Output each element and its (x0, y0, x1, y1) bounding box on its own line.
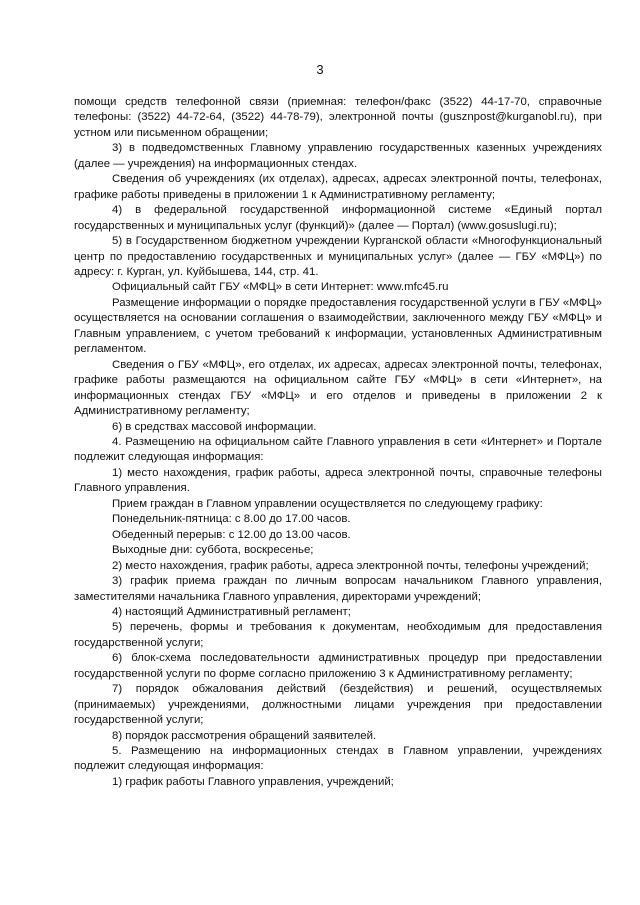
paragraph: Сведения об учреждениях (их отделах), адресах, адресах электронной почты, телефонах, графике работы приведены в приложении 1 к Административному регламенту; (74, 173, 602, 201)
paragraph: 5) в Государственном бюджетном учреждении Курганской области «Многофункциональный центр по предоставлению государственных и муниципальных услуг» (далее — ГБУ «МФЦ») по адресу: г. Курган, ул. Куйбышева, 144, стр. 41. (74, 235, 602, 278)
paragraph: 8) порядок рассмотрения обращений заявителей. (112, 729, 377, 742)
page-number: 3 (316, 62, 324, 77)
paragraph: 3) в подведомственных Главному управлению государственных казенных учреждениях (далее — учреждения) на информационных стендах. (74, 142, 602, 170)
paragraph: 4. Размещению на официальном сайте Главного управления в сети «Интернет» и Портале подлежит следующая информация: (74, 435, 602, 464)
paragraph: 7) порядок обжалования действий (бездействия) и решений, осуществляемых (принимаемых) учреждениями, должностными лицами учреждения при предоставлении государственной услуги; (74, 683, 602, 727)
document-body (74, 95, 602, 790)
paragraph: 4) настоящий Административный регламент; (112, 605, 351, 618)
paragraph: Прием граждан в Главном управлении осуществляется по следующему графику: (112, 497, 543, 510)
paragraph: 6) блок-схема последовательности административных процедур при предоставлении государственной услуги по форме согласно приложению 3 к Административному регламенту; (74, 652, 602, 680)
paragraph: Понедельник-пятница: с 8.00 до 17.00 часов. (112, 513, 351, 526)
paragraph: 6) в средствах массовой информации. (112, 420, 317, 433)
paragraph: 1) место нахождения, график работы, адреса электронной почты, справочные телефоны Главного управления. (74, 466, 602, 495)
paragraph: 5) перечень, формы и требования к документам, необходимым для предоставления государственной услуги; (74, 621, 602, 649)
paragraph: Размещение информации о порядке предоставления государственной услуги в ГБУ «МФЦ» осуществляется на основании соглашения о взаимодействии, заключенного между ГБУ «МФЦ» и Главным управлением, с учетом требований к информации, установленных Административным регламентом. (74, 296, 602, 356)
paragraph: Официальный сайт ГБУ «МФЦ» в сети Интернет: www.mfc45.ru (112, 281, 449, 294)
paragraph: 4) в федеральной государственной информационной системе «Единый портал государственных и муниципальных услуг (функций)» (далее — Портал) (www.gosuslugi.ru); (74, 204, 602, 232)
paragraph: Выходные дни: суббота, воскресенье; (112, 544, 314, 557)
paragraph: 2) место нахождения, график работы, адреса электронной почты, телефоны учреждений; (112, 559, 589, 572)
paragraph: помощи средств телефонной связи (приемная: телефон/факс (3522) 44-17-70, справочные телефоны: (3522) 44-72-64, (3522) 44-78-79), электронной почты (gusznpost@kurganobl.ru), при устном или письменном обращении; (74, 96, 602, 139)
paragraph: Сведения о ГБУ «МФЦ», его отделах, их адресах, адресах электронной почты, телефонах, графике работы размещаются на официальном сайте ГБУ «МФЦ» в сети «Интернет», на информационных стендах ГБУ «МФЦ» и его отделов и приведены в приложении 2 к Административному регламенту; (74, 358, 602, 418)
paragraph: 3) график приема граждан по личным вопросам начальником Главного управления, заместителями начальника Главного управления, директорами учреждений; (74, 575, 602, 603)
paragraph: Обеденный перерыв: с 12.00 до 13.00 часов. (112, 528, 351, 541)
paragraph: 5. Размещению на информационных стендах в Главном управлении, учреждениях подлежит следующая информация: (74, 745, 602, 773)
paragraph: 1) график работы Главного управления, учреждений; (112, 775, 394, 788)
